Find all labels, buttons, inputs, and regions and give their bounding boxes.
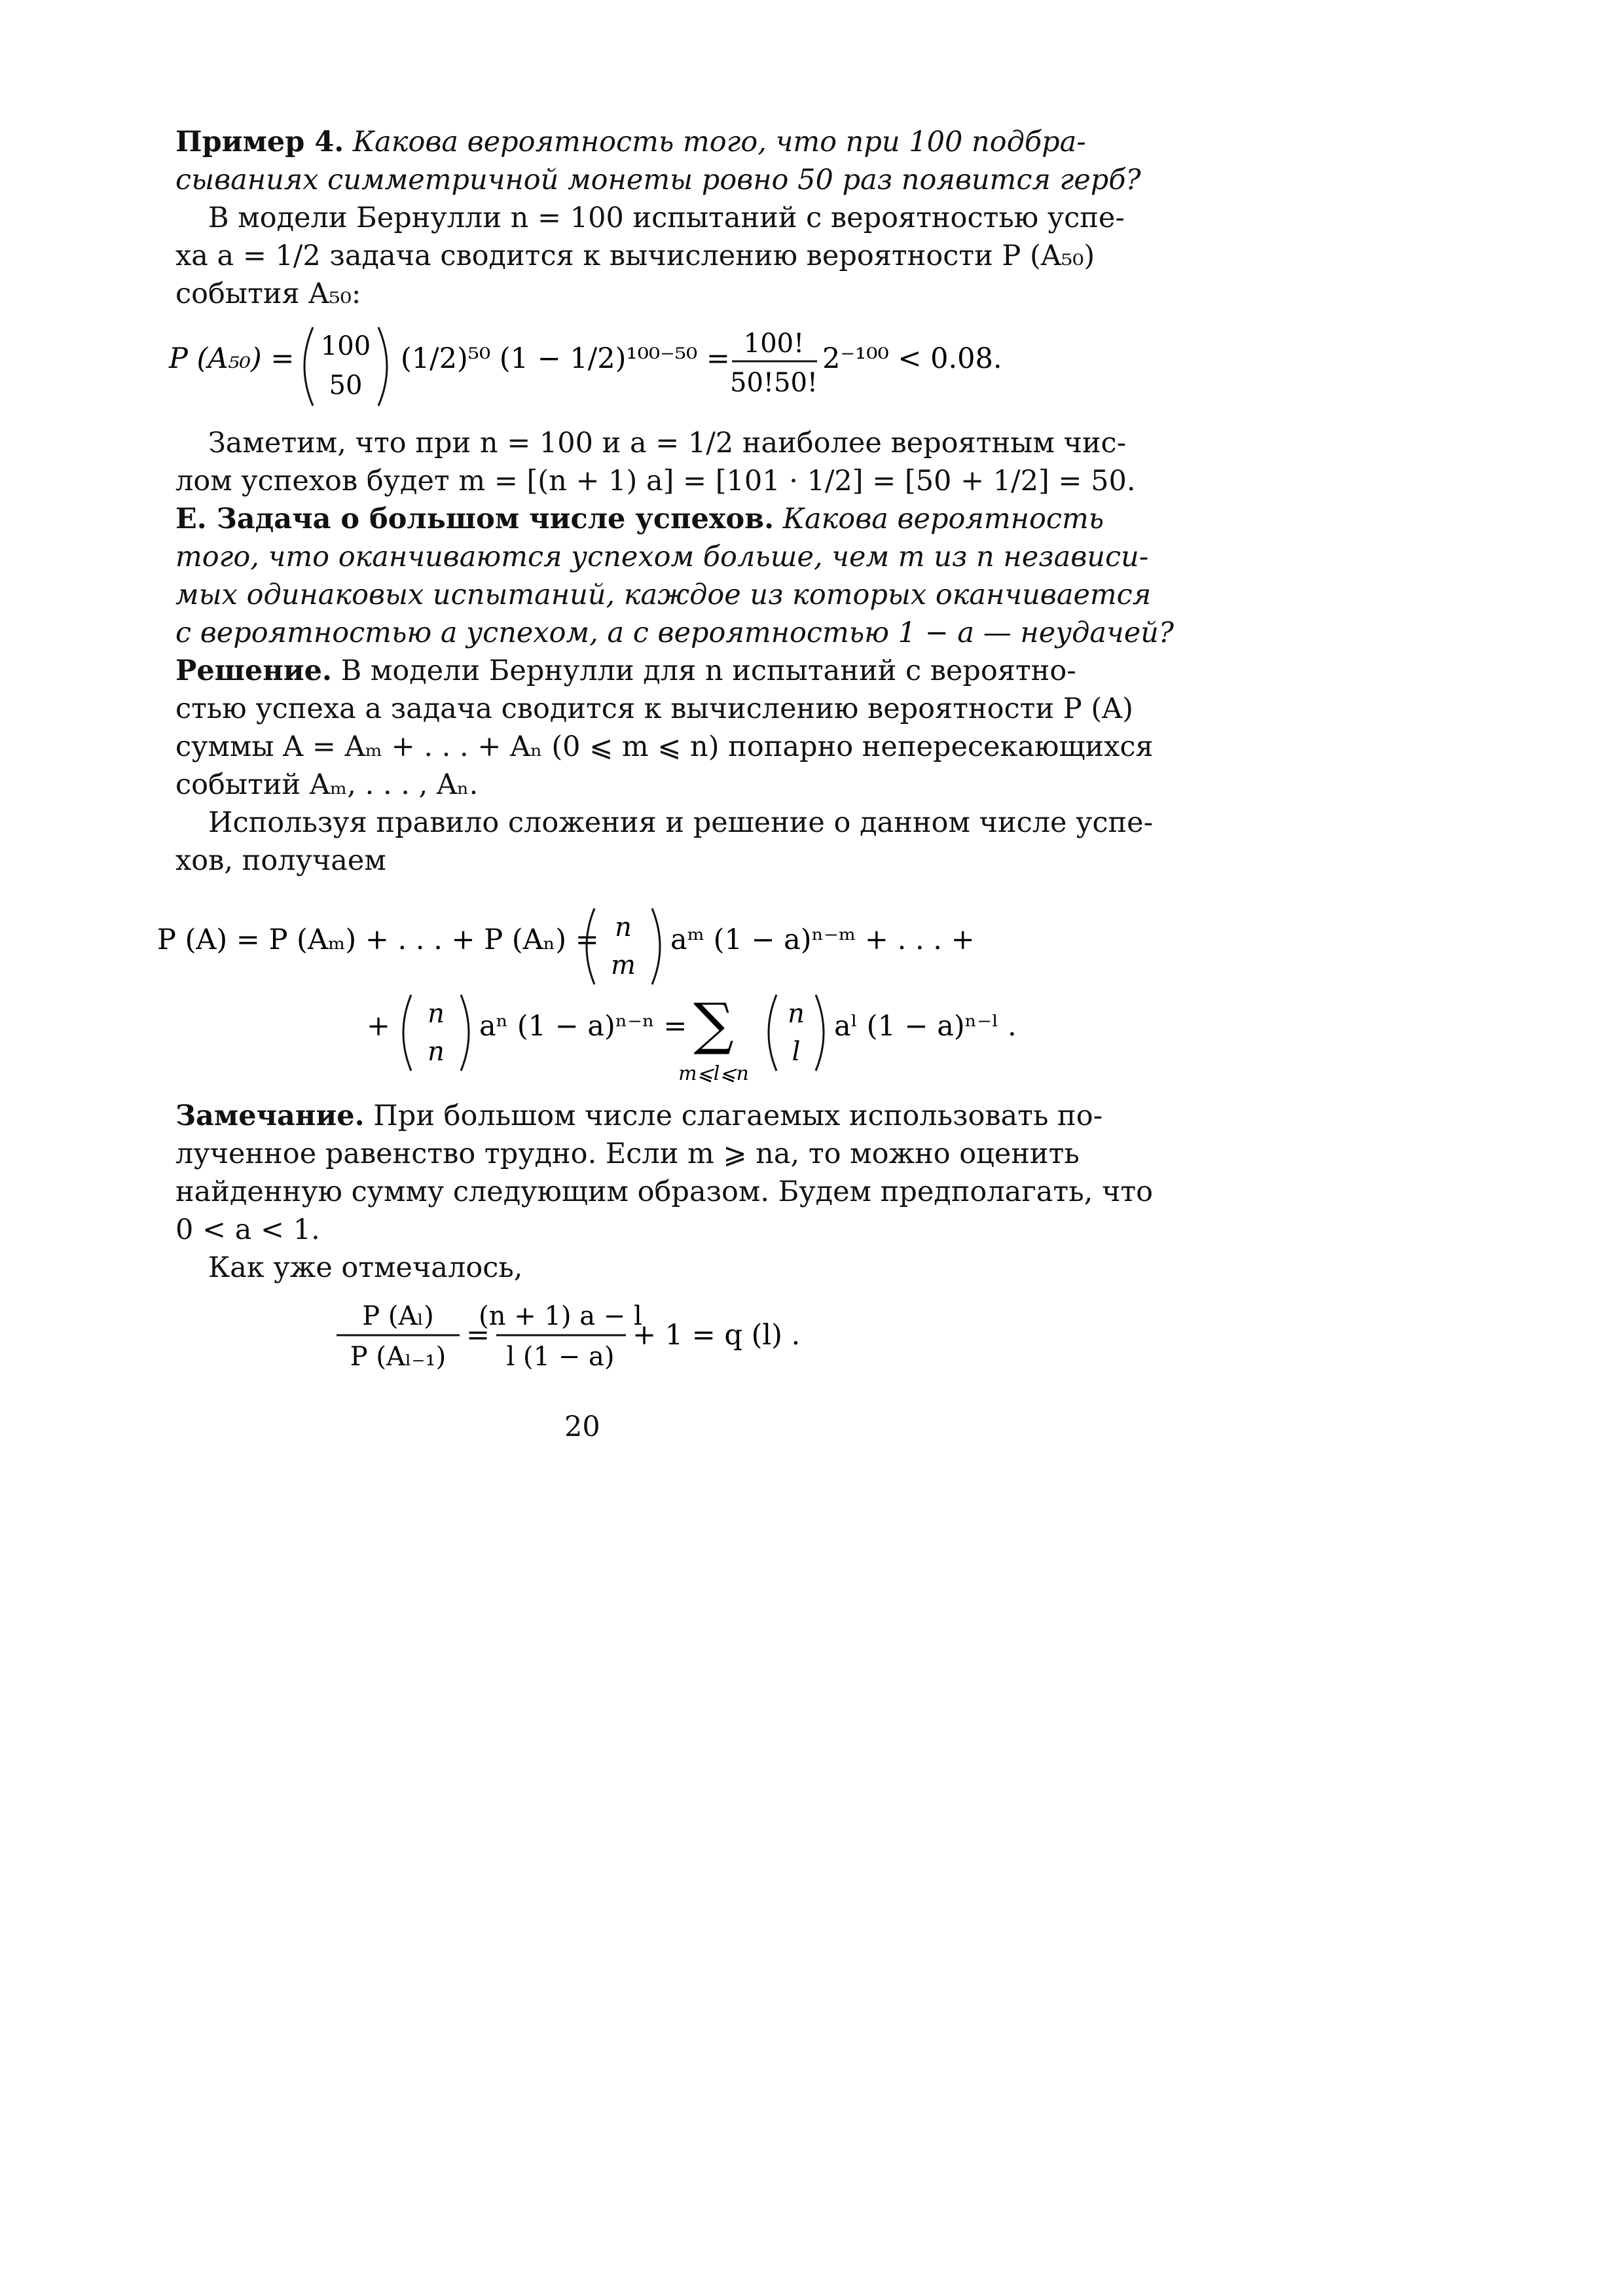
left-paren-icon [403,995,411,1071]
example-4-line-1 [175,123,1086,161]
eq2-binom3-bottom: l [792,1037,801,1067]
paragraph-line: Используя правило сложения и решение о данном числе успе- [208,806,1154,839]
eq2-sum-sub: m⩽l⩽n [678,1062,749,1085]
eq1-binom-top: 100 [320,331,371,361]
remark-text: При большом числе слагаемых использовать по- [364,1100,1103,1132]
right-paren-icon [816,995,824,1071]
paragraph-line: хов, получаем [175,844,386,877]
paragraph-line: Заметим, что при n = 100 и a = 1/2 наиболее вероятным чис- [208,427,1127,459]
sum-icon: ∑ [693,992,734,1057]
eq1-binom-bottom: 50 [329,370,363,401]
eq2-binom2-top: n [428,999,445,1029]
paragraph-line: лом успехов будет m = [(n + 1) a] = [101 · 1/2] = [50 + 1/2] = 50. [175,465,1136,497]
eq3-num2: (n + 1) a − l [479,1301,642,1331]
solution-text: В модели Бернулли для n испытаний с вероятно- [331,655,1076,687]
section-e-heading: E. Задача о большом числе успехов. [175,503,775,535]
eq1-right: 2⁻¹⁰⁰ < 0.08. [822,342,1002,375]
right-paren-icon [461,995,469,1071]
eq2b-lead: + [367,1010,391,1043]
equation-2-graphic [0,884,1623,1100]
equation-1-graphic [0,308,1623,439]
solution-line-1 [175,652,1076,690]
eq3-eq: = [466,1319,490,1352]
eq3-right: + 1 = q (l) . [632,1319,801,1352]
eq2-after2: aⁿ (1 − a)ⁿ⁻ⁿ = [479,1010,687,1043]
eq2-after3: aˡ (1 − a)ⁿ⁻ˡ . [834,1010,1017,1043]
paragraph-line: суммы A = Aₘ + . . . + Aₙ (0 ⩽ m ⩽ n) попарно непересекающихся [175,730,1154,763]
eq1-mid: (1/2)⁵⁰ (1 − 1/2)¹⁰⁰⁻⁵⁰ = [401,342,730,375]
eq2-after1: aᵐ (1 − a)ⁿ⁻ᵐ + . . . + [670,924,975,956]
paragraph-line: мых одинаковых испытаний, каждое из которых оканчивается [175,579,1152,611]
right-paren-icon [378,327,387,406]
paragraph-line: В модели Бернулли n = 100 испытаний с вероятностью успе- [208,202,1125,234]
paragraph-line: с вероятностью a успехом, а с вероятностью 1 − a — неудачей? [175,617,1174,649]
paragraph-line: стью успеха a задача сводится к вычислению вероятности P (A) [175,692,1133,725]
paragraph-line: лученное равенство трудно. Если m ⩾ na, то можно оценить [175,1138,1080,1170]
paragraph-line: событий Aₘ, . . . , Aₙ. [175,768,479,801]
solution-label: Решение. [175,655,332,687]
paragraph-line: 0 < a < 1. [175,1213,320,1246]
remark-label: Замечание. [175,1100,365,1132]
eq1-left: P (A₅₀) = [169,342,295,375]
eq3-den1: P (Aₗ₋₁) [350,1342,447,1372]
section-e-question: Какова вероятность [774,503,1104,535]
eq3-den2: l (1 − a) [506,1342,615,1372]
eq2-binom1-bottom: m [611,950,636,980]
eq2-binom3-top: n [788,999,805,1029]
eq2-binom1-top: n [615,912,632,942]
example-4-question: Какова вероятность того, что при 100 подбра- [344,126,1086,158]
eq1-frac-num: 100! [743,329,805,359]
left-paren-icon [304,327,313,406]
paragraph-line: найденную сумму следующим образом. Будем предполагать, что [175,1175,1154,1208]
eq1-frac-den: 50!50! [730,368,818,398]
paragraph-line: того, что оканчиваются успехом больше, чем m из n независи- [175,541,1149,573]
paragraph-line: события A₅₀: [175,278,361,310]
eq2-binom2-bottom: n [428,1037,445,1067]
page-number: 20 [564,1410,600,1443]
right-paren-icon [652,908,660,984]
example-4-line-2: сываниях симметричной монеты ровно 50 раз появится герб? [175,164,1141,196]
eq3-num1: P (Aₗ) [362,1301,434,1331]
section-e-line-1 [175,500,1104,538]
remark-line-1 [175,1097,1103,1135]
paragraph-line: Как уже отмечалось, [208,1251,523,1284]
eq2-left: P (A) = P (Aₘ) + . . . + P (Aₙ) = [157,924,599,956]
left-paren-icon [769,995,776,1071]
equation-3-graphic [0,1288,1623,1393]
example-4-label: Пример 4. [175,126,344,158]
paragraph-line: ха a = 1/2 задача сводится к вычислению вероятности P (A₅₀) [175,240,1095,272]
